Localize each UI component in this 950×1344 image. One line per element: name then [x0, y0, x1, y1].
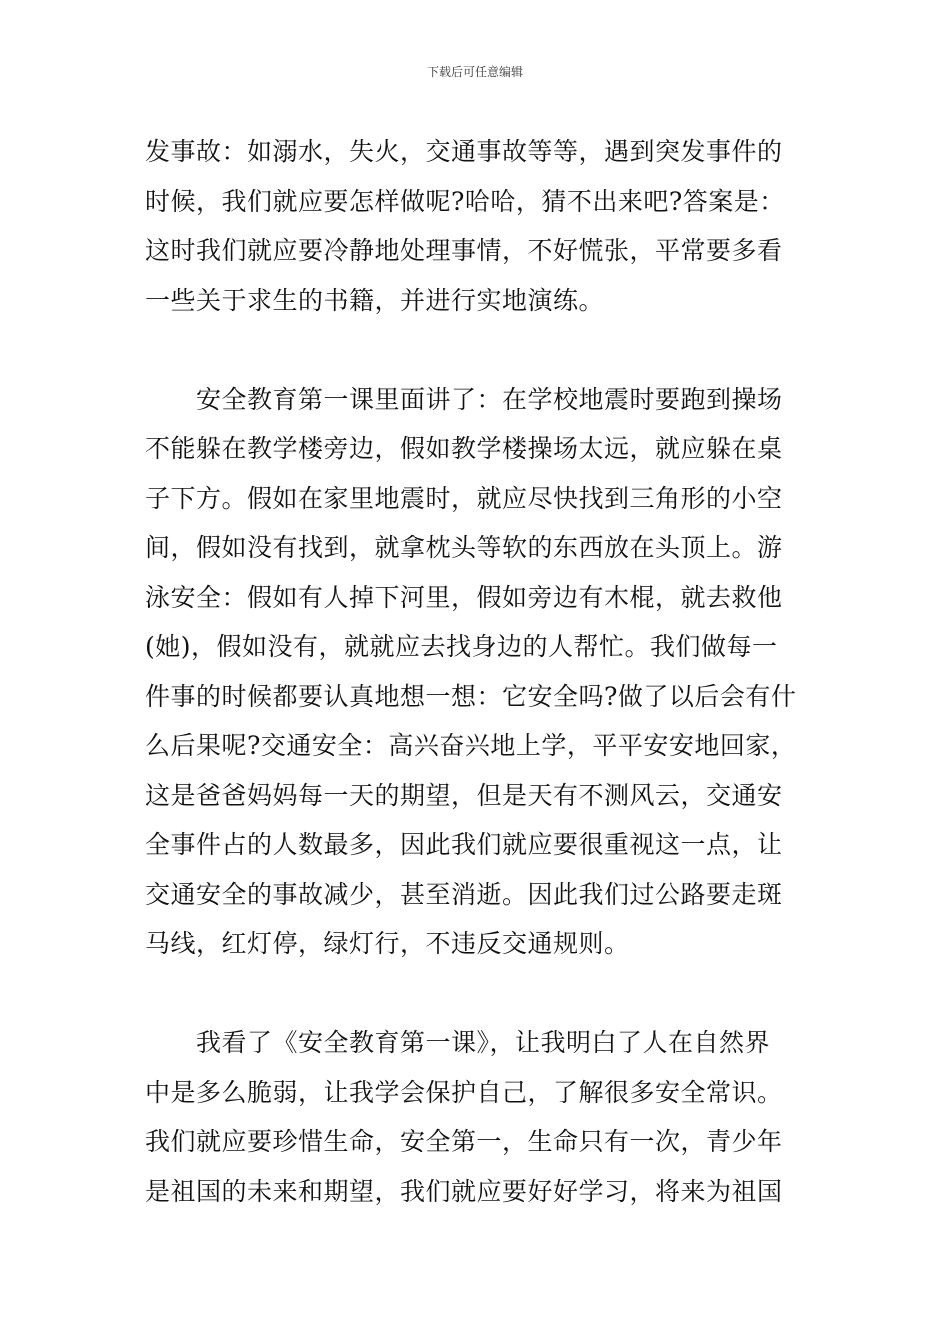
paragraph-line: 是祖国的未来和期望，我们就应要好好学习，将来为祖国: [145, 1176, 783, 1206]
page-header: 下载后可任意编辑: [426, 65, 523, 79]
paragraph-3: [145, 1018, 810, 1216]
paragraph-line: 中是多么脆弱，让我学会保护自己，了解很多安全常识。: [145, 1077, 783, 1107]
paragraph-line: 子下方。假如在家里地震时，就应尽快找到三角形的小空: [145, 483, 783, 513]
paragraph-line: 么后果呢?交通安全：高兴奋兴地上学，平平安安地回家，: [145, 731, 797, 760]
paragraph-line: 时候，我们就应要怎样做呢?哈哈，猜不出来吧?答案是：: [145, 186, 785, 216]
paragraph-1: [145, 127, 810, 325]
paragraph-line: 不能躲在教学楼旁边，假如教学楼操场太远，就应躲在桌: [145, 434, 783, 463]
paragraph-line: (她)，假如没有，就就应去找身边的人帮忙。我们做每一: [145, 632, 778, 661]
paragraph-line: 交通安全的事故减少，甚至消逝。因此我们过公路要走斑: [145, 879, 783, 909]
paragraph-line: 我看了《安全教育第一课》，让我明白了人在自然界: [145, 1028, 771, 1057]
paragraph-line: 安全教育第一课里面讲了：在学校地震时要跑到操场: [145, 384, 783, 414]
paragraph-line: 一些关于求生的书籍，并进行实地演练。: [145, 285, 605, 315]
paragraph-line: 我们就应要珍惜生命，安全第一，生命只有一次，青少年: [145, 1127, 783, 1156]
paragraph-line: 间，假如没有找到，就拿枕头等软的东西放在头顶上。游: [145, 533, 783, 562]
paragraph-line: 这时我们就应要冷静地处理事情，不好慌张，平常要多看: [145, 236, 783, 265]
paragraph-spacer: [145, 325, 810, 375]
paragraph-spacer: [145, 969, 810, 1019]
paragraph-line: 泳安全：假如有人掉下河里，假如旁边有木棍，就去救他: [145, 582, 783, 612]
paragraph-2: [145, 375, 810, 969]
paragraph-line: 这是爸爸妈妈每一天的期望，但是天有不测风云，交通安: [145, 780, 783, 810]
paragraph-line: 马线，红灯停，绿灯行，不违反交通规则。: [145, 929, 630, 958]
paragraph-line: 件事的时候都要认真地想一想：它安全吗?做了以后会有什: [145, 681, 797, 711]
paragraph-line: 发事故：如溺水，失火，交通事故等等，遇到突发事件的: [145, 137, 783, 166]
paragraph-line: 全事件占的人数最多，因此我们就应要很重视这一点，让: [145, 830, 783, 859]
document-body: [145, 127, 810, 1216]
